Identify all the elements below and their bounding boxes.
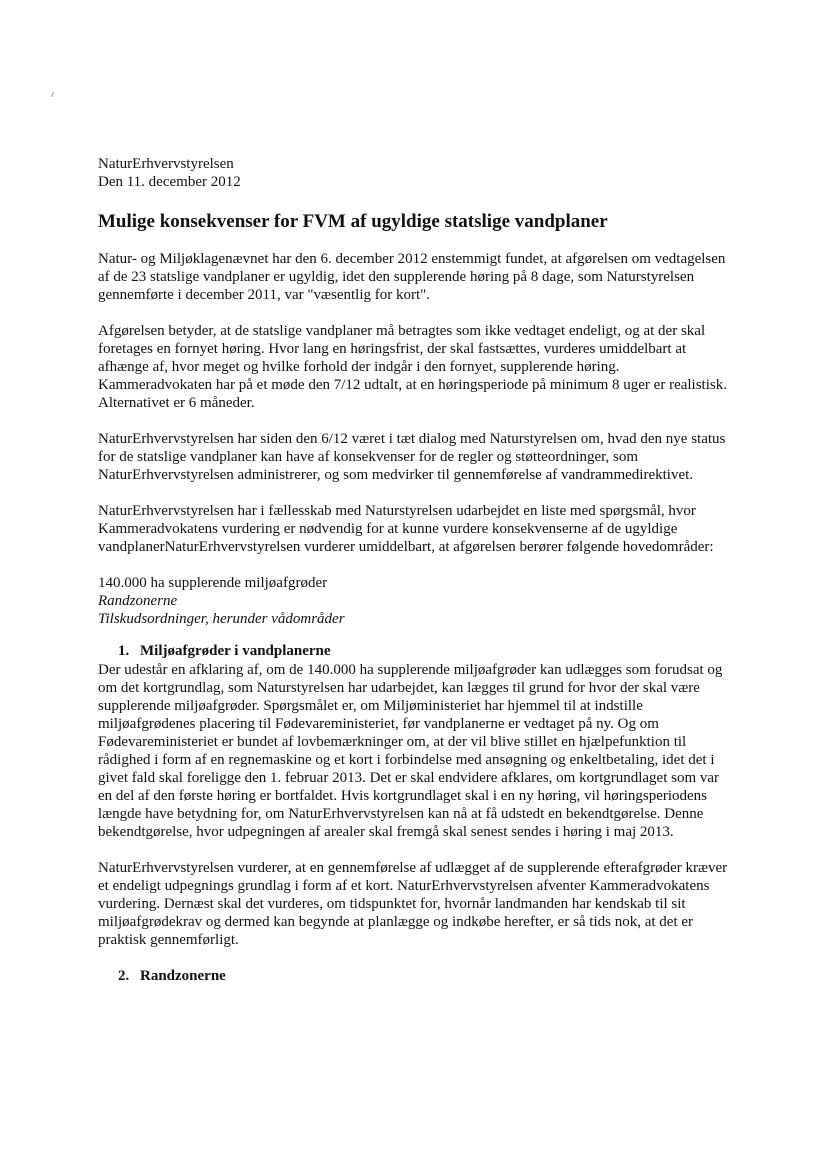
document-title: Mulige konsekvenser for FVM af ugyldige statslige vandplaner [98,211,608,232]
section-number: 1. [118,643,130,659]
section-1-paragraph-2: NaturErhvervstyrelsen vurderer, at en gennemførelse af udlægget af de supplerende efterafgrøder kræver et endeligt udpegnings grundlag i form af et kort. NaturErhvervstyrelsen afventer Kammeradvokatens vurdering. Dernæst skal det vurderes, om tidspunktet for, hvornår landmanden har kendskab til sit miljøafgrødekrav og dermed kan begynde at planlægge og indkøbe herefter, er så tids nok, at det er praktisk gennemførligt. [98,860,728,948]
sender-org: NaturErhvervstyrelsen [98,156,234,172]
letter-date: Den 11. december 2012 [98,174,241,190]
sender-block [98,155,730,191]
area-item: Randzonerne [98,593,178,609]
section-title: Randzonerne [140,968,226,984]
paragraph-2: Afgørelsen betyder, at de statslige vandplaner må betragtes som ikke vedtaget endeligt, og at der skal foretages en fornyet høring. Hvor lang en høringsfrist, der skal fastsættes, vurderes umiddelbart at afhænge af, hvor meget og hvilke forhold der indgår i den fornyet, supplerende høring. Kammeradvokaten har på et møde den 7/12 udtalt, at en høringsperiode på minimum 8 uger er realistisk. Alternativet er 6 måneder. [98,323,727,411]
paragraph-4: NaturErhvervstyrelsen har i fællesskab med Naturstyrelsen udarbejdet en liste med spørgsmål, hvor Kammeradvokatens vurdering er nødvendig for at kunne vurdere konsekvenserne af de ugyldige vandplanerNaturErhvervstyrelsen vurderer umiddelbart, at afgørelsen berører følgende hovedområder: [98,503,714,555]
area-item: 140.000 ha supplerende miljøafgrøder [98,575,328,591]
section-heading-1 [118,642,730,660]
section-1-paragraph-1: Der udestår en afklaring af, om de 140.000 ha supplerende miljøafgrøder kan udlægges som forudsat og om det kortgrundlag, som Naturstyrelsen har udarbejdet, kan lægges til grund for hvor der skal være supplerende miljøafgrøder. Spørgsmålet er, om Miljøministeriet har hjemmel til at indstille miljøafgrødenes placering til Fødevareministeriet, før vandplanerne er vedtaget på ny. Og om Fødevareministeriet er bundet af lovbemærkninger om, at der vil blive stillet en hjælpefunktion til rådighed i form af en regnemaskine og et kort i forbindelse med ansøgning og enkeltbetaling, idet det i givet fald skal foreligge den 1. februar 2013. Det er skal endvidere afklares, om kortgrundlaget som var en del af den første høring er bortfaldet. Hvis kortgrundlaget skal i en ny høring, vil høringsperiodens længde have betydning for, om NaturErhvervstyrelsen kan nå at få udstedt en bekendtgørelse. Denne bekendtgørelse, hvor udpegningen af arealer skal fremgå skal senest sendes i høring i maj 2013. [98,662,723,840]
main-areas-list [98,574,730,628]
document-body [98,155,730,986]
paragraph-3: NaturErhvervstyrelsen har siden den 6/12 været i tæt dialog med Naturstyrelsen om, hvad den nye status for de statslige vandplaner kan have af konsekvenser for de regler og støtteordninger, som NaturErhvervstyrelsen administrerer, og som medvirker til gennemførelse af vandrammedirektivet. [98,431,726,483]
section-heading-2 [118,967,730,985]
scan-speck [51,92,54,97]
section-title: Miljøafgrøder i vandplanerne [140,643,331,659]
paragraph-1: Natur- og Miljøklagenævnet har den 6. december 2012 enstemmigt fundet, at afgørelsen om vedtagelsen af de 23 statslige vandplaner er ugyldig, idet den supplerende høring på 8 dage, som Naturstyrelsen gennemførte i december 2011, var "væsentlig for kort". [98,251,726,303]
area-item: Tilskudsordninger, herunder vådområder [98,611,345,627]
section-number: 2. [118,968,130,984]
